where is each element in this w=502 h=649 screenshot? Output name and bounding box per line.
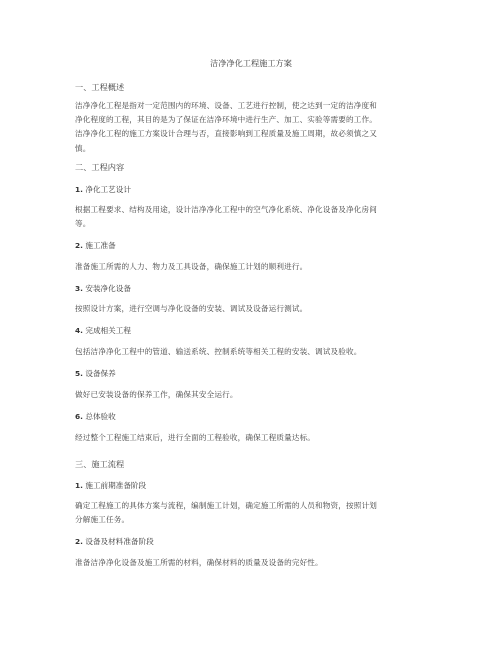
section-heading-content: 二、工程内容 [75,162,125,172]
paragraph-line: 洁净净化工程是指对一定范围内的环境、设备、工艺进行控制，使之达到一定的洁净度和 [75,101,378,110]
subheading-number: 3. [75,284,83,293]
material-stage-paragraph [75,556,431,570]
subheading-title: 设备保养 [85,369,116,378]
process-design-paragraph [75,203,431,231]
paragraph-line: 包括洁净净化工程中的管道、输送系统、控制系统等相关工程的安装、调试及验收。 [75,347,362,356]
section-heading-overview: 一、工程概述 [75,82,125,92]
subheading-material-stage [75,536,154,547]
subheading-early-stage [75,480,146,491]
section-heading-process: 三、施工流程 [75,459,125,469]
subheading-number: 1. [75,185,83,194]
subheading-number: 6. [75,412,83,421]
subheading-title: 总体验收 [85,412,116,421]
preparation-paragraph [75,260,431,274]
subheading-title: 净化工艺设计 [85,185,131,194]
subheading-title: 设备及材料准备阶段 [85,537,154,546]
early-stage-paragraph [75,499,431,527]
subheading-title: 施工前期准备阶段 [85,481,147,490]
subheading-number: 2. [75,241,83,250]
paragraph-line: 根据工程要求、结构及用途，设计洁净净化工程中的空气净化系统、净化设备及净化房间 [75,205,378,214]
subheading-number: 5. [75,369,83,378]
paragraph-line: 准备洁净净化设备及施工所需的材料，确保材料的质量及设备的完好性。 [75,558,323,567]
document-title: 洁净净化工程施工方案 [210,58,292,68]
subheading-process-design [75,184,131,195]
paragraph-line: 洁净净化工程的施工方案设计合理与否，直接影响到工程质量及施工周期，故必须慎之又 [75,129,378,139]
subheading-maintenance [75,368,116,379]
overview-paragraph [75,99,431,156]
related-works-paragraph [75,345,431,359]
paragraph-line: 慎。 [75,143,91,153]
subheading-number: 2. [75,537,83,546]
subheading-number: 4. [75,326,83,335]
paragraph-line: 做好已安装设备的保养工作，确保其安全运行。 [75,390,238,399]
paragraph-line: 分解施工任务。 [75,515,130,525]
subheading-install-equipment [75,283,131,294]
subheading-title: 施工准备 [85,241,116,250]
paragraph-line: 净化程度的工程，其目的是为了保证在洁净环境中进行生产、加工、实验等需要的工作。 [75,115,378,125]
subheading-title: 安装净化设备 [85,284,131,293]
acceptance-paragraph [75,431,431,445]
install-equipment-paragraph [75,302,431,316]
subheading-preparation [75,240,116,251]
paragraph-line: 准备施工所需的人力、物力及工具设备，确保施工计划的顺利进行。 [75,262,308,271]
subheading-related-works [75,325,131,336]
subheading-title: 完成相关工程 [85,326,131,335]
paragraph-line: 等。 [75,219,91,229]
paragraph-line: 确定工程施工的具体方案与流程，编制施工计划，确定施工所需的人员和物资，按照计划 [75,501,378,510]
maintenance-paragraph [75,388,431,402]
paragraph-line: 按照设计方案，进行空调与净化设备的安装、调试及设备运行测试。 [75,304,308,313]
subheading-number: 1. [75,481,83,490]
subheading-acceptance [75,411,116,422]
paragraph-line: 经过整个工程施工结束后，进行全面的工程验收，确保工程质量达标。 [75,433,316,442]
